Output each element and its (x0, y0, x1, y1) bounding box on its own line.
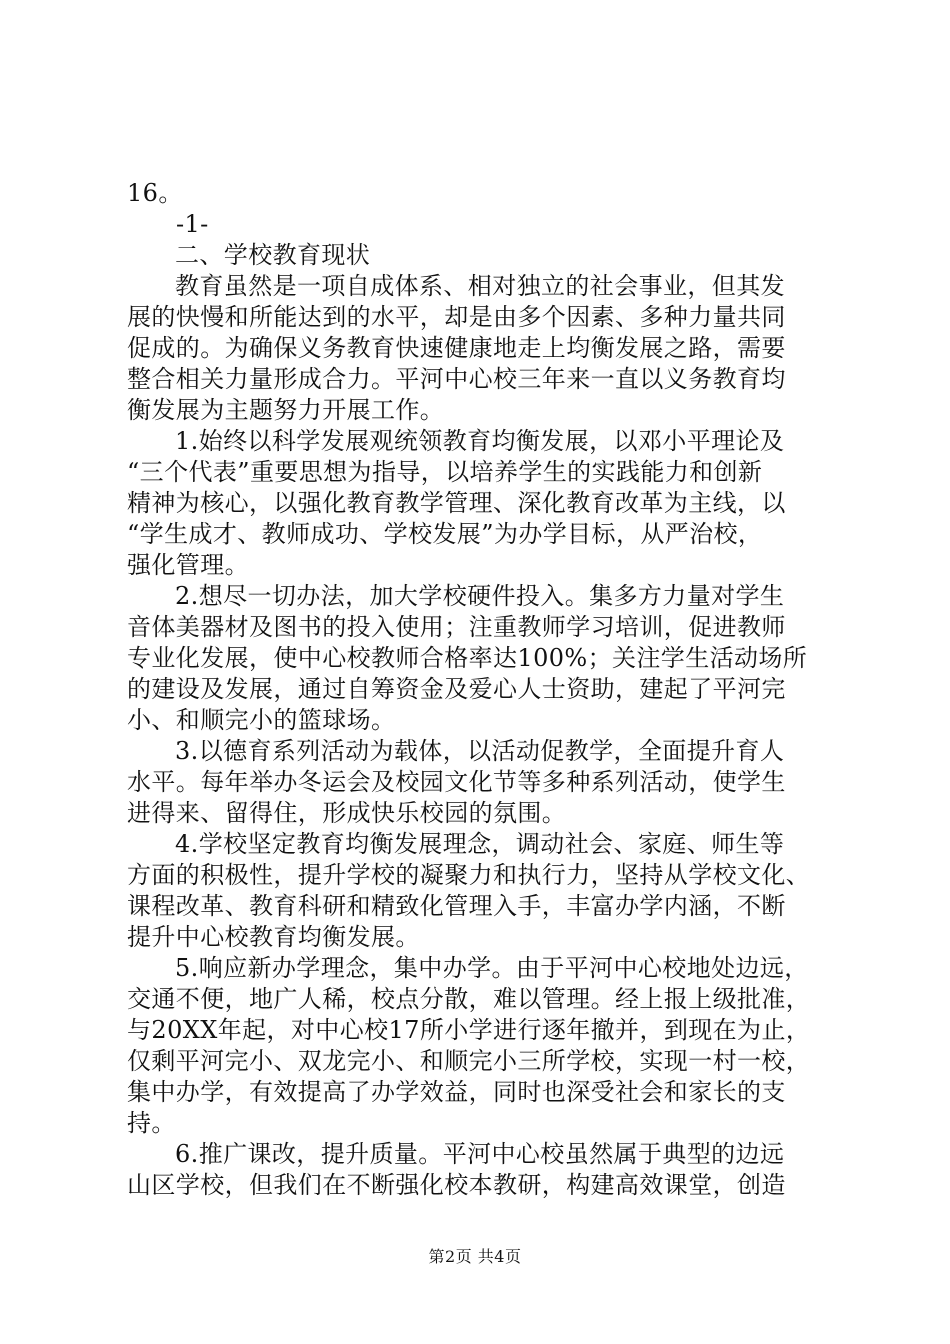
text-line: 交通不便，地广人稀，校点分散，难以管理。经上报上级批准， (127, 985, 811, 1013)
text-line: 教育虽然是一项自成体系、相对独立的社会事业，但其发 (175, 272, 785, 300)
text-line: 促成的。为确保义务教育快速健康地走上均衡发展之路，需要 (127, 334, 786, 362)
text-line: 1.始终以科学发展观统领教育均衡发展，以邓小平理论及 (175, 427, 785, 455)
text-line: 3.以德育系列活动为载体，以活动促教学，全面提升育人 (175, 737, 785, 765)
text-line: 衡发展为主题努力开展工作。 (127, 396, 445, 424)
text-line: 2.想尽一切办法，加大学校硬件投入。集多方力量对学生 (175, 582, 785, 610)
page-marker: -1- (176, 210, 209, 238)
text-line: 4.学校坚定教育均衡发展理念，调动社会、家庭、师生等 (175, 830, 785, 858)
text-line: 整合相关力量形成合力。平河中心校三年来一直以义务教育均 (127, 365, 786, 393)
text-line: 小、和顺完小的篮球场。 (127, 706, 396, 734)
text-line: 16。 (127, 179, 183, 207)
text-line: “三个代表”重要思想为指导，以培养学生的实践能力和创新 (127, 458, 763, 486)
text-line: 5.响应新办学理念，集中办学。由于平河中心校地处边远， (175, 954, 809, 982)
text-line: 山区学校，但我们在不断强化校本教研，构建高效课堂，创造 (127, 1171, 786, 1199)
text-line: 展的快慢和所能达到的水平，却是由多个因素、多种力量共同 (127, 303, 786, 331)
text-line: 集中办学，有效提高了办学效益，同时也深受社会和家长的支 (127, 1078, 786, 1106)
text-line: 专业化发展，使中心校教师合格率达100%；关注学生活动场所 (127, 644, 808, 672)
text-line: 6.推广课改，提升质量。平河中心校虽然属于典型的边远 (175, 1140, 785, 1168)
text-line: 仅剩平河完小、双龙完小、和顺完小三所学校，实现一村一校， (127, 1047, 811, 1075)
text-line: 与20XX年起，对中心校17所小学进行逐年撤并，到现在为止， (127, 1016, 811, 1044)
text-line: 持。 (127, 1109, 176, 1137)
text-line: 进得来、留得住，形成快乐校园的氛围。 (127, 799, 567, 827)
section-heading: 二、学校教育现状 (175, 241, 371, 269)
text-line: 强化管理。 (127, 551, 249, 579)
text-line: 方面的积极性，提升学校的凝聚力和执行力，坚持从学校文化、 (127, 861, 811, 889)
text-line: 课程改革、教育科研和精致化管理入手，丰富办学内涵，不断 (127, 892, 786, 920)
text-line: 提升中心校教育均衡发展。 (127, 923, 420, 951)
text-line: “学生成才、教师成功、学校发展”为办学目标，从严治校， (127, 520, 763, 548)
text-line: 水平。每年举办冬运会及校园文化节等多种系列活动，使学生 (127, 768, 786, 796)
text-line: 的建设及发展，通过自筹资金及爱心人士资助，建起了平河完 (127, 675, 786, 703)
text-line: 音体美器材及图书的投入使用；注重教师学习培训，促进教师 (127, 613, 786, 641)
text-line: 精神为核心，以强化教育教学管理、深化教育改革为主线，以 (127, 489, 786, 517)
page-footer: 第2页 共4页 (428, 1247, 522, 1266)
